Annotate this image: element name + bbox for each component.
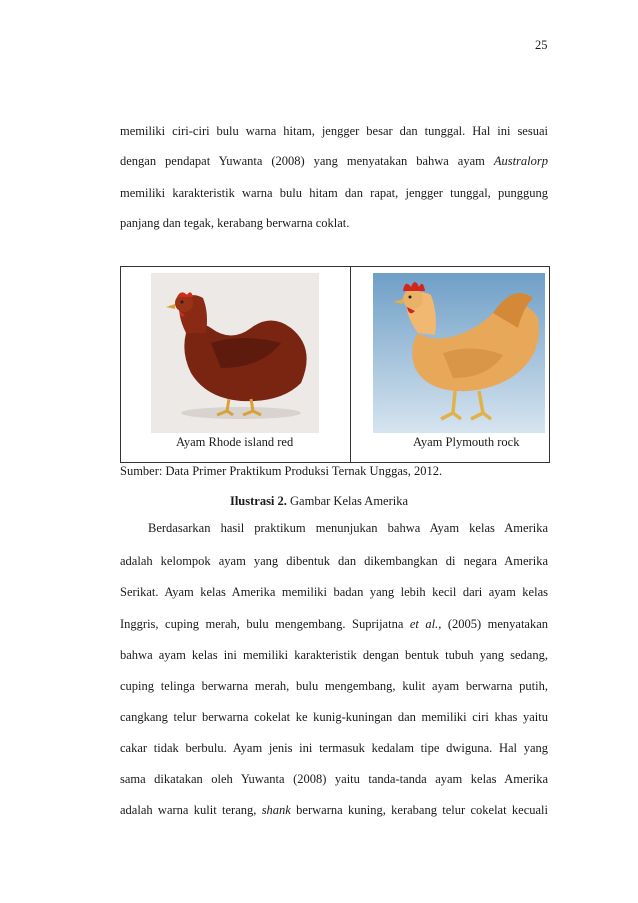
figure-table (120, 266, 550, 463)
rooster-photo (373, 273, 545, 433)
text-line: bahwa ayam kelas ini memiliki karakteristik dengan bentuk tubuh yang sedang, (120, 648, 548, 662)
text-line: cakar tidak berbulu. Ayam jenis ini termasuk kedalam tipe dwiguna. Hal yang (120, 741, 548, 755)
text-line: memiliki ciri-ciri bulu warna hitam, jengger besar dan tunggal. Hal ini sesuai (120, 124, 548, 138)
italic-text: et al., (409, 617, 442, 631)
text-line: cuping telinga berwarna merah, bulu mengembang, kulit ayam berwarna putih, (120, 679, 548, 693)
chicken-photo (151, 273, 319, 433)
figure-title-text: Gambar Kelas Amerika (286, 494, 409, 508)
text-span: dengan pendapat Yuwanta (2008) yang menyatakan bahwa ayam (120, 154, 494, 168)
text-span: berwarna kuning, kerabang telur cokelat kecuali (290, 803, 548, 817)
figure-label: Ilustrasi 2. (229, 494, 287, 508)
text-line: panjang dan tegak, kerabang berwarna coklat. (120, 216, 350, 230)
table-divider (350, 267, 351, 463)
text-span: adalah warna kulit terang, (120, 803, 262, 817)
figure-caption-left: Ayam Rhode island red (176, 435, 294, 449)
figure-title (0, 494, 638, 509)
italic-text: shank (261, 803, 291, 817)
text-span: Inggris, cuping merah, bulu mengembang. Suprijatna (120, 617, 410, 631)
source-note: Sumber: Data Primer Praktikum Produksi Ternak Unggas, 2012. (120, 464, 443, 478)
text-line: memiliki karakteristik warna bulu hitam dan rapat, jengger tunggal, punggung (120, 186, 548, 200)
text-line: adalah kelompok ayam yang dibentuk dan dikembangkan di negara Amerika (120, 554, 548, 568)
page-number: 25 (535, 38, 548, 52)
breed-name-italic: Australorp (493, 154, 548, 168)
figure-caption-right: Ayam Plymouth rock (413, 435, 520, 449)
text-line (120, 801, 548, 819)
text-line: Berdasarkan hasil praktikum menunjukan bahwa Ayam kelas Amerika (148, 521, 548, 535)
text-span: (2005) menyatakan (441, 617, 549, 631)
text-line: sama dikatakan oleh Yuwanta (2008) yaitu tanda-tanda ayam kelas Amerika (120, 772, 548, 786)
text-line (120, 615, 548, 633)
text-line: Serikat. Ayam kelas Amerika memiliki badan yang lebih kecil dari ayam kelas (120, 585, 548, 599)
text-line: cangkang telur berwarna cokelat ke kunig-kuningan dan memiliki ciri khas yaitu (120, 710, 548, 724)
text-line (120, 152, 548, 170)
